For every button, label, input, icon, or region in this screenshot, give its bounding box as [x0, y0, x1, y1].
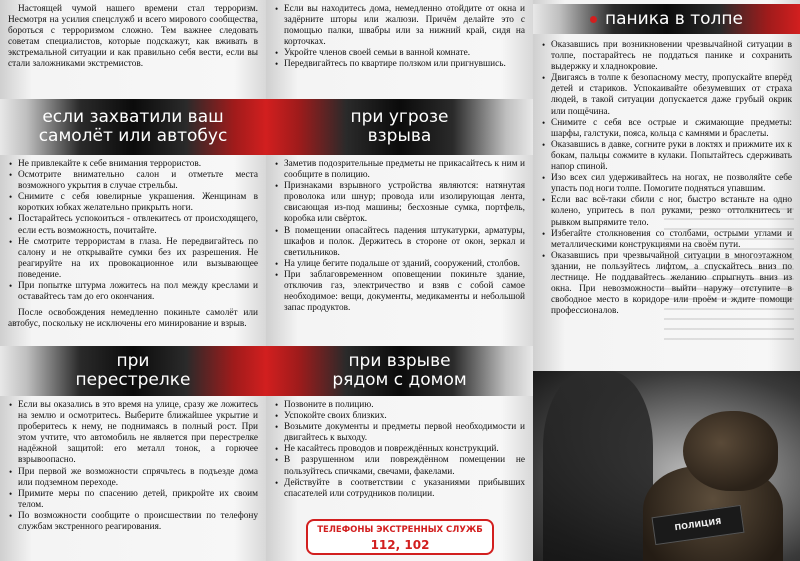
police-dog-photo [533, 371, 800, 561]
explosion-threat-list [274, 159, 525, 314]
intro-text [8, 4, 258, 71]
home-item: • Передвигайтесь по квартире ползком или пригнувшись. [274, 59, 525, 70]
explosion-near-home-list [274, 400, 525, 500]
emergency-phones-box [306, 519, 494, 555]
banner-crowd-panic-title: паника в толпе [605, 8, 743, 29]
explosion-threat-item: • Признаками взрывного устройства являются: натянутая проволока или шнур; провода или изолирующая лента, свисающая из-под машины; бесхозные сумка, портфель, коробка или свёрток. [274, 181, 525, 225]
hijack-item: • Снимите с себя ювелирные украшения. Женщинам в коротких юбках желательно прикрыть ноги. [8, 192, 258, 214]
dog-harness-label: ПОЛИЦИЯ [651, 505, 744, 545]
banner-explosion-near-home-title: при взрыве рядом с домом [332, 351, 467, 390]
intro-paragraph: Настоящей чумой нашего времени стал терроризм. Несмотря на усилия спецслужб и всего мирового сообщества, бороться с терроризмом сложно. Тем важнее следовать советам специалистов, которые подскажут, как вживать в экстремальной ситуации и как правильно себя вести, если вы стали заложниками экстремистов. [8, 4, 258, 70]
explosion-near-home-item: • Не касайтесь проводов и повреждённых конструкций. [274, 444, 525, 455]
shooting-item: • При первой же возможности спрячьтесь в подъезде дома или подземном переходе. [8, 467, 258, 489]
banner-explosion-threat-title: при угрозе взрыва [350, 107, 449, 146]
banner-hijack-title: если захватили ваш самолёт или автобус [38, 107, 228, 146]
hijack-item: • Не привлекайте к себе внимания террористов. [8, 159, 258, 170]
explosion-near-home-item: • Успокойте своих близких. [274, 411, 525, 422]
officer-silhouette [543, 371, 653, 561]
panel-right [533, 0, 800, 561]
explosion-threat-item: • В помещении опасайтесь падения штукатурки, арматуры, шкафов и полок. Держитесь в стороне от окон, зеркал и светильников. [274, 226, 525, 259]
banner-crowd-panic [533, 4, 800, 34]
hijack-item: • Осмотрите внимательно салон и отметьте места возможного укрытия в случае стрельбы. [8, 170, 258, 192]
panel-left [0, 0, 266, 561]
shooting-item: • По возможности сообщите о происшествии по телефону службам экстренного реагирования. [8, 511, 258, 533]
banner-shooting [0, 346, 266, 396]
explosion-near-home-item: • Возьмите документы и предметы первой необходимости и двигайтесь к выходу. [274, 422, 525, 444]
emergency-phones-title: ТЕЛЕФОНЫ ЭКСТРЕННЫХ СЛУЖБ [317, 525, 483, 535]
banner-hijack [0, 99, 266, 155]
explosion-near-home-item: • Действуйте в соответствии с указаниями прибывших спасателей или сотрудников полиции. [274, 478, 525, 500]
shooting-item: • Примите меры по спасению детей, прикройте их своим телом. [8, 489, 258, 511]
explosion-near-home-item: • Позвоните в полицию. [274, 400, 525, 411]
emergency-phones-numbers: 112, 102 [370, 538, 430, 552]
explosion-near-home-item: • В разрушенном или повреждённом помещении не пользуйтесь спичками, свечами, факелами. [274, 455, 525, 477]
crowd-panic-item: • Оказавшись при возникновении чрезвычайной ситуации в толпе, постарайтесь не поддаться панике и сохранить выдержку и хладнокровие. [541, 40, 792, 73]
home-list [274, 4, 525, 71]
crowd-panic-item: • Двигаясь в толпе к безопасному месту, пропускайте вперёд детей и стариков. Успокаивайте обезумевших от страха людей, в такой ситуации допускается даже грубый окрик или пощёчина. [541, 73, 792, 117]
crowd-panic-item: • Изо всех сил удерживайтесь на ногах, не позволяйте себе упасть под ноги толпе. Помогите подняться упавшим. [541, 173, 792, 195]
hijack-item: • При попытке штурма ложитесь на пол между креслами и оставайтесь там до его окончания. [8, 281, 258, 303]
hijack-item: • Постарайтесь успокоиться - отвлекитесь от происходящего, если есть возможность, почитайте. [8, 214, 258, 236]
hijack-list [8, 159, 258, 303]
shooting-list [8, 400, 258, 533]
hijack-item: • Не смотрите террористам в глаза. Не передвигайтесь по салону и не открывайте сумки без их разрешения. Не реагируйте на их провокационное или вызывающее поведение. [8, 237, 258, 281]
shooting-item: • Если вы оказались в это время на улице, сразу же ложитесь на землю и осмотритесь. Выберите ближайшее укрытие и проберитесь к нему, не поднимаясь в полный рост. При этом учтите, что автомобиль не является при перестрелке надёжной защитой: его металл тонок, а горючее взрывоопасно. [8, 400, 258, 467]
dog-head [683, 411, 778, 491]
explosion-threat-item: • Заметив подозрительные предметы не прикасайтесь к ним и сообщите в полицию. [274, 159, 525, 181]
crowd-panic-item: • Оказавшись при чрезвычайной ситуации в многоэтажном здании, не пользуйтесь лифтом, а спускайтесь вниз по лестнице. Не поддавайтесь желанию спрыгнуть вниз из окна. При невозможности выйти наружу отступите в свободное место в коридоре или проём и ждите помощи профессионалов. [541, 251, 792, 318]
hijack-after-text: После освобождения немедленно покиньте самолёт или автобус, поскольку не исключены его минирование и взрыв. [8, 308, 258, 330]
panel-middle [266, 0, 533, 561]
home-item: • Укройте членов своей семьи в ванной комнате. [274, 48, 525, 59]
banner-explosion-near-home [266, 346, 533, 396]
red-dot-icon [590, 16, 597, 23]
home-item: • Если вы находитесь дома, немедленно отойдите от окна и задёрните шторы или жалюзи. Причём делайте это с помощью палки, швабры или за нижний край, сидя на корточках. [274, 4, 525, 48]
crowd-panic-item: • Оказавшись в давке, согните руки в локтях и прижмите их к бокам, пальцы сожмите в кулаки. Попытайтесь сдерживать напор спиной. [541, 140, 792, 173]
crowd-panic-item: • Снимите с себя все острые и сжимающие предметы: шарфы, галстуки, пояса, кольца с камнями и браслеты. [541, 118, 792, 140]
explosion-threat-item: • На улице бегите подальше от зданий, сооружений, столбов. [274, 259, 525, 270]
crowd-panic-item: • Избегайте столкновения со столбами, острыми углами и металлическими конструкциями на своём пути. [541, 229, 792, 251]
banner-shooting-title: при перестрелке [75, 351, 191, 390]
explosion-threat-item: • При заблаговременном оповещении покиньте здание, отключив газ, электричество и взяв с собой самое необходимое: вещи, документы, медикаменты и небольшой запас продуктов. [274, 270, 525, 314]
banner-explosion-threat [266, 99, 533, 155]
crowd-panic-list [541, 40, 792, 317]
crowd-panic-item: • Если вас всё-таки сбили с ног, быстро встаньте на одно колено, упритесь в пол руками, резко оттолкнитесь и рывком выпрямите тело. [541, 195, 792, 228]
